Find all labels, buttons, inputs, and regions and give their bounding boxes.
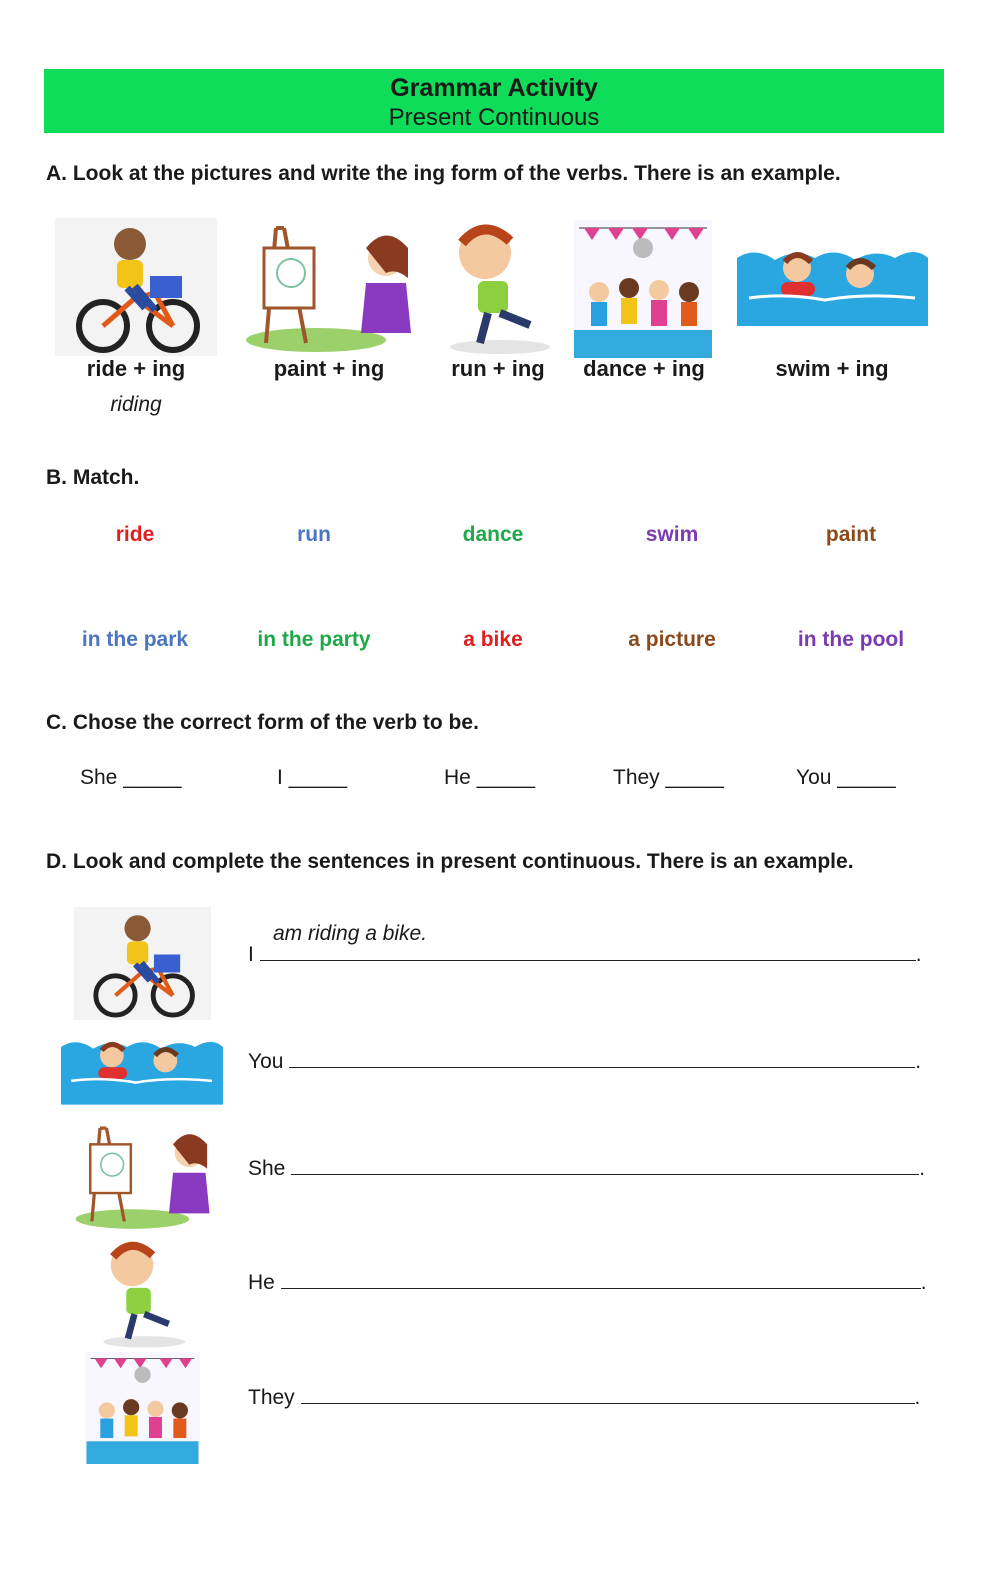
- blank-she[interactable]: _____: [123, 766, 182, 789]
- sentence-end-she: .: [919, 1157, 926, 1180]
- sentence-row-i: [248, 938, 922, 967]
- match-verb-run[interactable]: run: [297, 523, 331, 546]
- sentence-end-they: .: [914, 1386, 921, 1409]
- match-phrase-pool[interactable]: in the pool: [797, 628, 905, 651]
- sentence-end-he: .: [920, 1271, 927, 1294]
- blank-he[interactable]: _____: [476, 766, 536, 789]
- verb-label-ride: ride + ing: [86, 356, 186, 381]
- swimming-kids-picture: [735, 238, 930, 330]
- match-verb-dance[interactable]: dance: [462, 523, 524, 546]
- painting-girl-small-picture: [64, 1120, 222, 1232]
- dancing-party-picture: [574, 220, 712, 358]
- match-verb-swim[interactable]: swim: [645, 523, 699, 546]
- section-a-heading: A. Look at the pictures and write the ing form of the verbs. There is an example.: [46, 162, 841, 185]
- worksheet-subtitle: Present Continuous: [388, 104, 600, 131]
- pronoun-he: He: [444, 766, 471, 789]
- verb-label-dance: dance + ing: [583, 356, 705, 381]
- match-verb-ride[interactable]: ride: [115, 523, 155, 546]
- sentence-row-they: [248, 1381, 920, 1410]
- verb-to-be-item-she: [80, 766, 182, 790]
- match-phrase-party[interactable]: in the party: [257, 628, 371, 651]
- answer-line-i[interactable]: [260, 938, 916, 961]
- pronoun-they: They: [613, 766, 660, 789]
- match-phrase-park[interactable]: in the park: [81, 628, 189, 651]
- sentence-end-you: .: [915, 1050, 922, 1073]
- sentence-subject-he: He: [248, 1271, 275, 1294]
- blank-you[interactable]: _____: [837, 766, 896, 789]
- pronoun-i: I: [277, 766, 283, 789]
- answer-line-she[interactable]: [291, 1152, 919, 1175]
- answer-line-he[interactable]: [281, 1266, 921, 1289]
- verb-to-be-item-you: [796, 766, 896, 790]
- section-d-heading: D. Look and complete the sentences in present continuous. There is an example.: [46, 850, 854, 873]
- painting-girl-picture: [236, 218, 422, 356]
- verb-label-paint: paint + ing: [273, 356, 385, 381]
- verb-to-be-item-i: [277, 766, 347, 790]
- title-banner: [44, 69, 944, 133]
- sentence-row-he: [248, 1266, 927, 1295]
- answer-line-they[interactable]: [301, 1381, 915, 1404]
- example-sentence-answer: am riding a bike.: [273, 922, 428, 945]
- verb-label-swim: swim + ing: [775, 356, 889, 381]
- example-answer-riding: riding: [110, 393, 162, 416]
- sentence-subject-you: You: [248, 1050, 284, 1073]
- worksheet-title: Grammar Activity: [390, 74, 598, 102]
- match-phrase-bike[interactable]: a bike: [463, 628, 523, 651]
- running-boy-picture: [440, 215, 552, 357]
- section-b-heading: B. Match.: [46, 466, 140, 489]
- sentence-end-i: .: [915, 943, 922, 966]
- swimming-kids-small-picture: [57, 1030, 227, 1108]
- match-verb-paint[interactable]: paint: [825, 523, 877, 546]
- sentence-row-she: [248, 1152, 925, 1181]
- section-c-heading: C. Chose the correct form of the verb to be.: [46, 711, 479, 734]
- verb-to-be-item-he: [444, 766, 535, 790]
- bike-boy-picture: [55, 218, 217, 356]
- pronoun-you: You: [796, 766, 832, 789]
- pronoun-she: She: [80, 766, 118, 789]
- match-phrase-picture[interactable]: a picture: [628, 628, 716, 651]
- verb-to-be-item-they: [613, 766, 724, 790]
- blank-i[interactable]: _____: [288, 766, 348, 789]
- running-boy-small-picture: [92, 1234, 190, 1350]
- answer-line-you[interactable]: [289, 1045, 915, 1068]
- blank-they[interactable]: _____: [665, 766, 724, 789]
- sentence-row-you: [248, 1045, 921, 1074]
- sentence-subject-i: I: [248, 943, 254, 966]
- bike-boy-small-picture: [74, 907, 211, 1020]
- verb-label-run: run + ing: [451, 356, 545, 381]
- sentence-subject-they: They: [248, 1386, 295, 1409]
- dancing-party-small-picture: [85, 1352, 200, 1464]
- sentence-subject-she: She: [248, 1157, 286, 1180]
